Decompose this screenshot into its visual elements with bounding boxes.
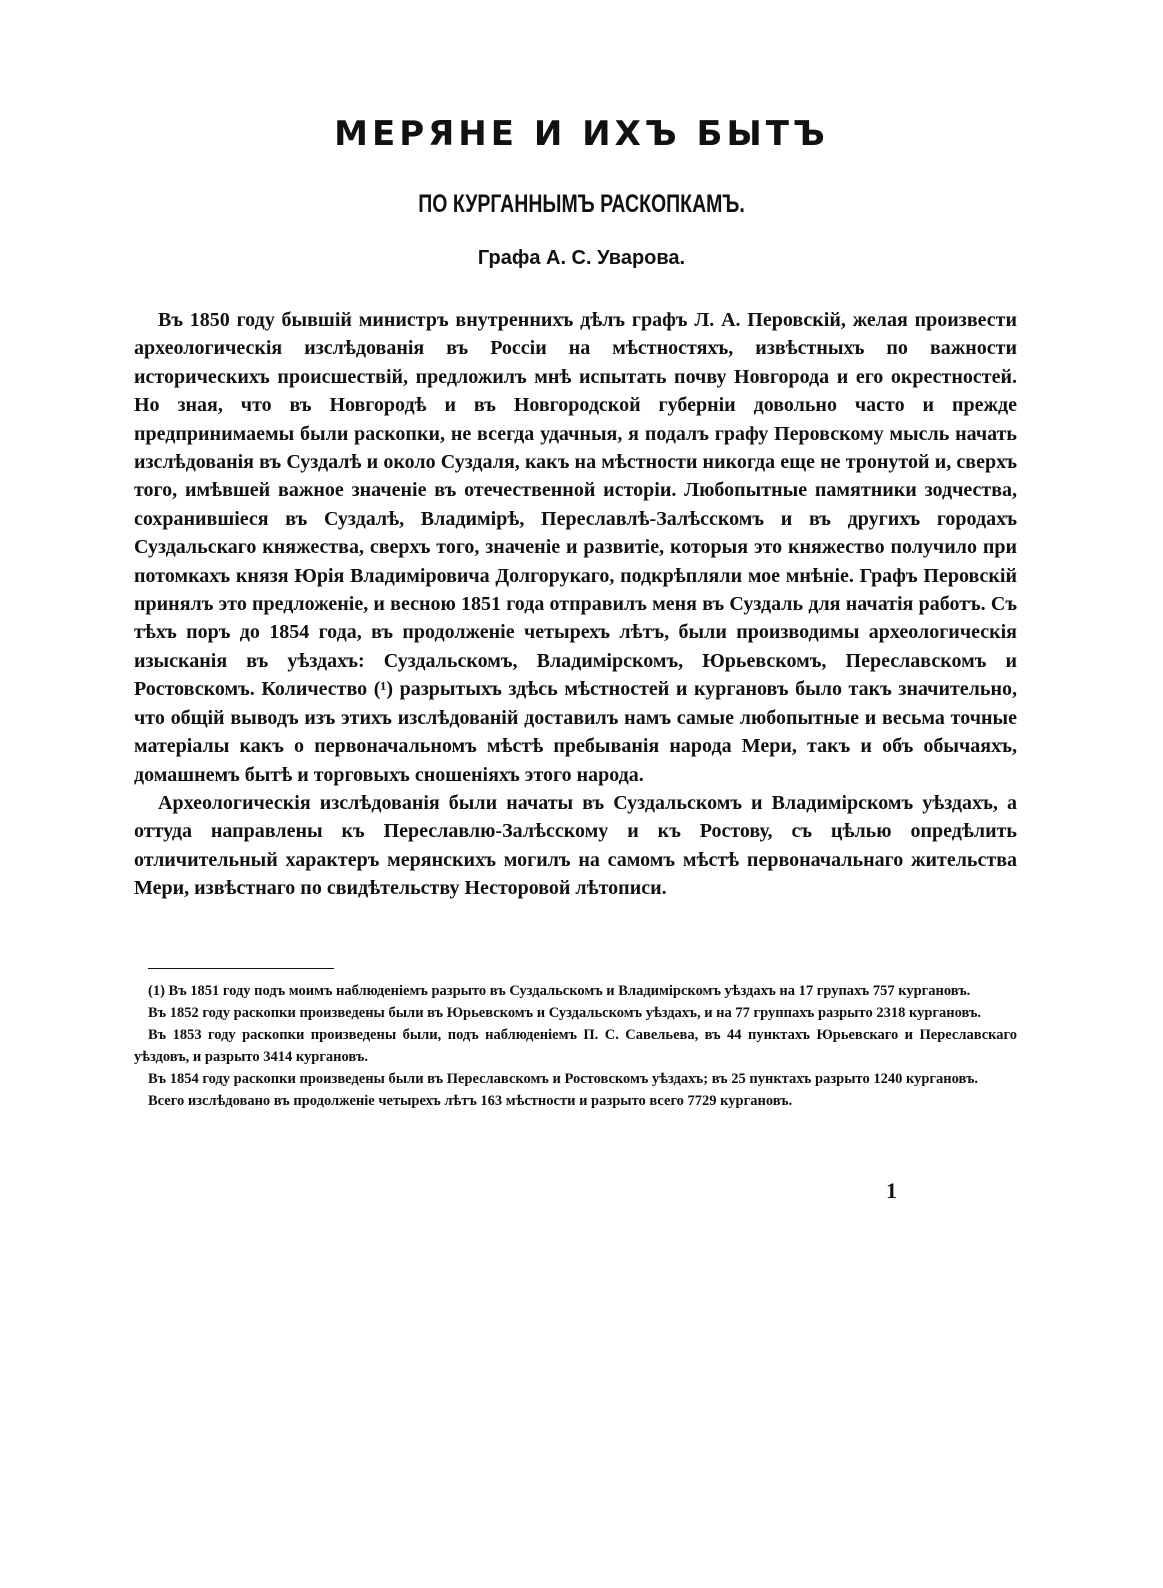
footnote-divider	[148, 968, 334, 969]
footnotes	[134, 980, 1017, 1112]
footnote: (1) Въ 1851 году подъ моимъ наблюденіемъ разрыто въ Суздальскомъ и Владимірскомъ уѣздахъ на 17 групахъ 757 кургановъ.	[148, 983, 971, 999]
footnote: Въ 1852 году раскопки произведены были въ Юрьевскомъ и Суздальскомъ уѣздахъ, и на 77 группахъ разрыто 2318 кургановъ.	[148, 1005, 982, 1021]
footnote: Въ 1853 году раскопки произведены были, подъ наблюденіемъ П. С. Савельева, въ 44 пунктахъ Юрьевскаго и Переславскаго уѣздовъ, и разрыто 3414 кургановъ.	[134, 1027, 1017, 1065]
footnote: Въ 1854 году раскопки произведены были въ Переславскомъ и Ростовскомъ уѣздахъ; въ 25 пунктахъ разрыто 1240 кургановъ.	[148, 1071, 979, 1087]
main-text	[134, 306, 1017, 903]
page-number: 1	[886, 1178, 897, 1203]
page-subtitle: ПО КУРГАННЫМЪ РАСКОПКАМЪ.	[418, 190, 745, 218]
author-line: Графа А. С. Уварова.	[477, 247, 686, 269]
paragraph: Археологическія изслѣдованія были начаты въ Суздальскомъ и Владимірскомъ уѣздахъ, а оттуда направлены къ Переславлю-Залѣсскому и къ Ростову, съ цѣлью опредѣлить отличительный характеръ мерянскихъ могилъ на самомъ мѣстѣ первоначальнаго жительства Мери, извѣстнаго по свидѣтельству Несторовой лѣтописи.	[134, 791, 1017, 900]
footnote: Всего изслѣдовано въ продолженіе четырехъ лѣтъ 163 мѣстности и разрыто всего 7729 кургановъ.	[148, 1093, 793, 1109]
paragraph: Въ 1850 году бывшій министръ внутреннихъ дѣлъ графъ Л. А. Перовскій, желая произвести археологическія изслѣдованія въ Россіи на мѣстностяхъ, извѣстныхъ по важности историческихъ происшествій, предложилъ мнѣ испытать почву Новгорода и его окрестностей. Но зная, что въ Новгородѣ и въ Новгородской губерніи довольно часто и прежде предпринимаемы были раскопки, не всегда удачныя, я подалъ графу Перовскому мысль начать изслѣдованія въ Суздалѣ и около Суздаля, какъ на мѣстности никогда еще не тронутой и, сверхъ того, имѣвшей важное значеніе въ отечественной исторіи. Любопытные памятники зодчества, сохранившіеся въ Суздалѣ, Владимірѣ, Переславлѣ-Залѣсскомъ и въ другихъ городахъ Суздальскаго княжества, сверхъ того, значеніе и развитіе, которыя это княжество получило при потомкахъ князя Юрія Владиміровича Долгорукаго, подкрѣпляли мое мнѣніе. Графъ Перовскій принялъ это предложеніе, и весною 1851 года отправилъ меня въ Суздаль для начатія работъ. Съ тѣхъ поръ до 1854 года, въ продолженіе четырехъ лѣтъ, были производимы археологическія изысканія въ уѣздахъ: Суздальскомъ, Владимірскомъ, Юрьевскомъ, Переславскомъ и Ростовскомъ. Количество (¹) разрытыхъ здѣсь мѣстностей и кургановъ было такъ значительно, что общій выводъ изъ этихъ изслѣдованій доставилъ намъ самые любопытные и весьма точные матеріалы какъ о первоначальномъ мѣстѣ пребыванія народа Мери, такъ и объ обычаяхъ, домашнемъ бытѣ и торговыхъ сношеніяхъ этого народа.	[134, 309, 1017, 786]
page-title: МЕРЯНЕ И ИХЪ БЫТЪ	[334, 114, 829, 154]
